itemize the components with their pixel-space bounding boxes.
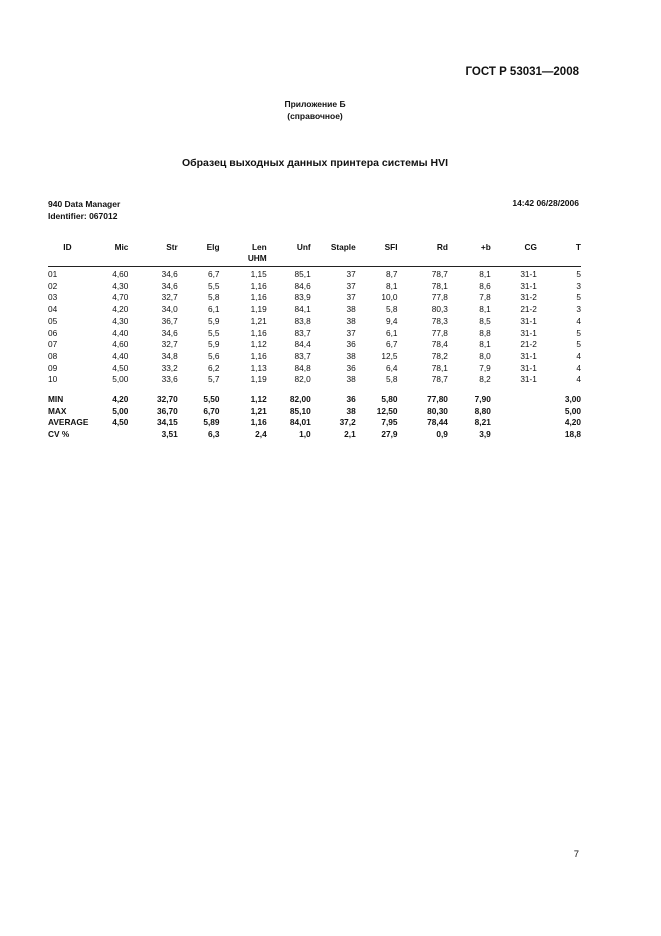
table-cell: 4,60 xyxy=(112,269,129,279)
table-cell: 78,7 xyxy=(431,269,448,279)
table-cell: 78,2 xyxy=(431,350,448,361)
table-cell: 84,6 xyxy=(294,280,311,291)
table-cell: 3,9 xyxy=(479,429,491,440)
row-label-cell: 07 xyxy=(48,339,58,350)
table-cell: 5,00 xyxy=(564,405,581,416)
row-label-cell: 10 xyxy=(48,374,58,385)
table-cell: 5,6 xyxy=(208,350,220,361)
column-header: Len UHM xyxy=(220,242,267,267)
column-header: SFI xyxy=(356,242,398,267)
device-name: 940 Data Manager xyxy=(48,199,121,209)
table-cell: 4 xyxy=(576,350,581,361)
table-row xyxy=(48,328,581,340)
table-cell: 31-1 xyxy=(520,315,537,326)
table-cell xyxy=(491,417,537,429)
table-cell: 33,2 xyxy=(161,362,178,373)
table-cell: 31-2 xyxy=(520,292,537,303)
table-cell: 4 xyxy=(576,374,581,385)
row-label-cell: 01 xyxy=(48,269,58,279)
table-row xyxy=(48,316,581,328)
table-cell: 37,2 xyxy=(339,417,356,428)
table-cell: 36 xyxy=(346,362,356,373)
column-header: Unf xyxy=(267,242,311,267)
table-cell: 37 xyxy=(346,280,356,291)
row-label-cell: 03 xyxy=(48,292,58,303)
table-cell: 1,16 xyxy=(250,280,267,291)
table-cell: 32,7 xyxy=(161,339,178,350)
table-cell: 77,8 xyxy=(431,327,448,338)
table-cell: 84,01 xyxy=(289,417,311,428)
table-cell xyxy=(491,429,537,441)
table-cell: 8,1 xyxy=(385,280,398,291)
table-cell: 78,3 xyxy=(431,315,448,326)
table-cell: 31-1 xyxy=(520,374,537,385)
table-cell: 38 xyxy=(346,304,356,315)
table-cell: 37 xyxy=(346,327,356,338)
table-cell: 85,10 xyxy=(289,405,311,416)
document-title: Образец выходных данных принтера системы HVI xyxy=(181,157,449,169)
table-cell: 7,90 xyxy=(474,394,491,405)
table-cell: 78,1 xyxy=(431,280,448,291)
table-cell: 8,21 xyxy=(474,417,491,428)
table-cell: 77,80 xyxy=(427,394,448,405)
table-cell: 1,12 xyxy=(250,339,267,350)
table-cell: 2,1 xyxy=(344,429,356,440)
table-cell: 8,6 xyxy=(479,280,491,291)
column-header: Elg xyxy=(178,242,220,267)
table-cell: 4,60 xyxy=(112,339,129,350)
table-cell: 38 xyxy=(346,315,356,326)
table-cell: 1,12 xyxy=(250,394,267,405)
row-label-cell: 06 xyxy=(48,327,58,338)
table-cell: 8,1 xyxy=(479,304,491,315)
table-row xyxy=(48,374,581,386)
table-cell: 34,0 xyxy=(161,304,178,315)
table-cell: 5,8 xyxy=(208,292,220,303)
table-cell: 1,16 xyxy=(250,350,267,361)
table-cell: 6,2 xyxy=(208,362,220,373)
table-cell: 12,50 xyxy=(376,405,398,416)
table-cell: 5,5 xyxy=(208,327,220,338)
table-cell: 27,9 xyxy=(381,429,398,440)
table-cell: 3 xyxy=(576,304,581,315)
table-cell: 4 xyxy=(576,315,581,326)
table-cell: 5,89 xyxy=(203,417,220,428)
table-row xyxy=(48,281,581,293)
table-cell: 36 xyxy=(346,339,356,350)
standard-number: ГОСТ Р 53031—2008 xyxy=(465,66,579,78)
row-label-cell: 04 xyxy=(48,304,58,315)
table-cell: 5 xyxy=(576,327,581,338)
table-cell: 1,21 xyxy=(250,315,267,326)
hvi-data-table xyxy=(48,242,581,441)
row-label-cell: 09 xyxy=(48,362,58,373)
table-cell: 33,6 xyxy=(161,374,178,385)
column-header: Str xyxy=(128,242,177,267)
table-cell: 4,30 xyxy=(112,315,129,326)
table-cell: 6,70 xyxy=(203,405,220,416)
table-cell: 83,8 xyxy=(294,315,311,326)
table-cell: 31-1 xyxy=(520,269,537,279)
row-label-cell: 08 xyxy=(48,350,58,361)
row-label-cell: MAX xyxy=(48,405,67,416)
table-cell: 4,50 xyxy=(112,417,129,428)
table-cell: 34,6 xyxy=(161,280,178,291)
table-cell: 10,0 xyxy=(381,292,398,303)
table-cell: 4,30 xyxy=(112,280,129,291)
column-header: Mic xyxy=(72,242,129,267)
table-cell: 34,6 xyxy=(161,269,178,279)
table-row xyxy=(48,267,581,281)
table-cell: 4,40 xyxy=(112,327,129,338)
table-cell: 82,00 xyxy=(289,394,311,405)
table-cell: 1,15 xyxy=(250,269,267,279)
table-cell: 4,50 xyxy=(112,362,129,373)
table-cell: 83,7 xyxy=(294,327,311,338)
table-row xyxy=(48,292,581,304)
table-cell: 32,7 xyxy=(161,292,178,303)
table-cell: 78,44 xyxy=(427,417,448,428)
summary-row xyxy=(48,429,581,441)
table-cell: 80,3 xyxy=(431,304,448,315)
table-cell: 6,1 xyxy=(208,304,220,315)
table-cell: 77,8 xyxy=(431,292,448,303)
appendix-note: (справочное) xyxy=(287,111,343,121)
table-cell: 1,16 xyxy=(250,417,267,428)
table-cell: 21-2 xyxy=(520,339,537,350)
table-cell: 12,5 xyxy=(381,350,398,361)
table-cell: 1,16 xyxy=(250,327,267,338)
table-cell: 8,5 xyxy=(479,315,491,326)
table-cell: 5,8 xyxy=(385,304,398,315)
table-row xyxy=(48,339,581,351)
table-cell: 9,4 xyxy=(385,315,398,326)
table-summary xyxy=(48,386,581,441)
table-cell: 5,00 xyxy=(112,405,129,416)
table-cell: 1,13 xyxy=(250,362,267,373)
table-cell: 36 xyxy=(346,394,356,405)
table-cell: 82,0 xyxy=(294,374,311,385)
row-label-cell: 02 xyxy=(48,280,58,291)
table-cell: 5,5 xyxy=(208,280,220,291)
table-cell: 37 xyxy=(346,292,356,303)
row-label-cell: CV % xyxy=(48,429,70,440)
appendix-heading xyxy=(0,98,630,122)
table-body xyxy=(48,267,581,387)
summary-row xyxy=(48,406,581,418)
table-cell: 1,21 xyxy=(250,405,267,416)
table-cell: 83,9 xyxy=(294,292,311,303)
table-cell: 5,9 xyxy=(208,339,220,350)
table-cell: 36,70 xyxy=(156,405,178,416)
table-cell: 6,7 xyxy=(385,339,398,350)
device-info xyxy=(48,198,120,222)
table-cell: 78,1 xyxy=(431,362,448,373)
table-cell: 1,0 xyxy=(299,429,311,440)
table-cell: 5,50 xyxy=(203,394,220,405)
table-cell: 34,8 xyxy=(161,350,178,361)
table-cell: 5 xyxy=(576,292,581,303)
table-cell: 34,6 xyxy=(161,327,178,338)
table-cell: 8,7 xyxy=(385,269,398,279)
table-cell: 32,70 xyxy=(156,394,178,405)
table-cell: 5,00 xyxy=(112,374,129,385)
table-cell: 1,16 xyxy=(250,292,267,303)
table-cell: 3 xyxy=(576,280,581,291)
table-cell: 80,30 xyxy=(427,405,448,416)
table-cell: 4 xyxy=(576,362,581,373)
table-cell: 84,1 xyxy=(294,304,311,315)
identifier: Identifier: 067012 xyxy=(48,211,118,221)
table-cell: 4,40 xyxy=(112,350,129,361)
appendix-title: Приложение Б xyxy=(284,99,346,109)
table-cell: 38 xyxy=(346,405,356,416)
table-cell: 37 xyxy=(346,269,356,279)
table-cell: 84,8 xyxy=(294,362,311,373)
table-cell: 2,4 xyxy=(255,429,267,440)
table-cell: 7,8 xyxy=(479,292,491,303)
table-cell: 85,1 xyxy=(294,269,311,279)
table-cell: 1,19 xyxy=(250,374,267,385)
table-cell: 5,8 xyxy=(385,374,398,385)
table-cell: 8,2 xyxy=(479,374,491,385)
column-header: ID xyxy=(48,242,72,267)
table-cell: 31-1 xyxy=(520,350,537,361)
column-header: +b xyxy=(448,242,491,267)
column-header: Rd xyxy=(398,242,448,267)
table-cell: 5 xyxy=(576,269,581,279)
summary-row xyxy=(48,417,581,429)
table-cell: 31-1 xyxy=(520,327,537,338)
table-cell: 4,20 xyxy=(564,417,581,428)
table-cell: 6,3 xyxy=(208,429,220,440)
table-cell: 18,8 xyxy=(564,429,581,440)
table-cell: 1,19 xyxy=(250,304,267,315)
table-cell: 78,4 xyxy=(431,339,448,350)
column-header: T xyxy=(537,242,581,267)
table-row xyxy=(48,304,581,316)
table-row xyxy=(48,363,581,375)
table-cell: 34,15 xyxy=(156,417,178,428)
table-cell: 8,1 xyxy=(479,269,491,279)
table-cell: 3,00 xyxy=(564,394,581,405)
table-cell xyxy=(491,386,537,406)
table-cell: 21-2 xyxy=(520,304,537,315)
table-cell: 31-1 xyxy=(520,362,537,373)
column-header: CG xyxy=(491,242,537,267)
row-label-cell: AVERAGE xyxy=(48,417,89,428)
table-cell: 36,7 xyxy=(161,315,178,326)
table-cell: 7,9 xyxy=(479,362,491,373)
table-cell: 6,4 xyxy=(385,362,398,373)
table-cell: 8,0 xyxy=(479,350,491,361)
table-cell: 78,7 xyxy=(431,374,448,385)
row-label-cell: 05 xyxy=(48,315,58,326)
table-cell: 6,1 xyxy=(385,327,398,338)
table-cell: 5,9 xyxy=(208,315,220,326)
timestamp: 14:42 06/28/2006 xyxy=(512,198,579,208)
table-cell: 5,7 xyxy=(208,374,220,385)
table-cell: 3,51 xyxy=(161,429,178,440)
table-cell: 5,80 xyxy=(381,394,398,405)
table-cell xyxy=(491,406,537,418)
summary-row xyxy=(48,386,581,406)
table-cell: 7,95 xyxy=(381,417,398,428)
table-cell: 8,8 xyxy=(479,327,491,338)
table-cell xyxy=(72,429,129,441)
row-label-cell: MIN xyxy=(48,394,64,405)
table-cell: 8,1 xyxy=(479,339,491,350)
table-cell: 38 xyxy=(346,350,356,361)
table-row xyxy=(48,351,581,363)
table-header-row xyxy=(48,242,581,267)
page-number: 7 xyxy=(573,849,579,860)
table-cell: 31-1 xyxy=(520,280,537,291)
table-cell: 5 xyxy=(576,339,581,350)
table-cell: 4,70 xyxy=(112,292,129,303)
table-cell: 84,4 xyxy=(294,339,311,350)
table-cell: 83,7 xyxy=(294,350,311,361)
table-cell: 4,20 xyxy=(112,394,129,405)
table-cell: 8,80 xyxy=(474,405,491,416)
column-header: Staple xyxy=(311,242,356,267)
table-cell: 0,9 xyxy=(436,429,448,440)
table-cell: 38 xyxy=(346,374,356,385)
table-cell: 4,20 xyxy=(112,304,129,315)
table-cell: 6,7 xyxy=(208,269,220,279)
